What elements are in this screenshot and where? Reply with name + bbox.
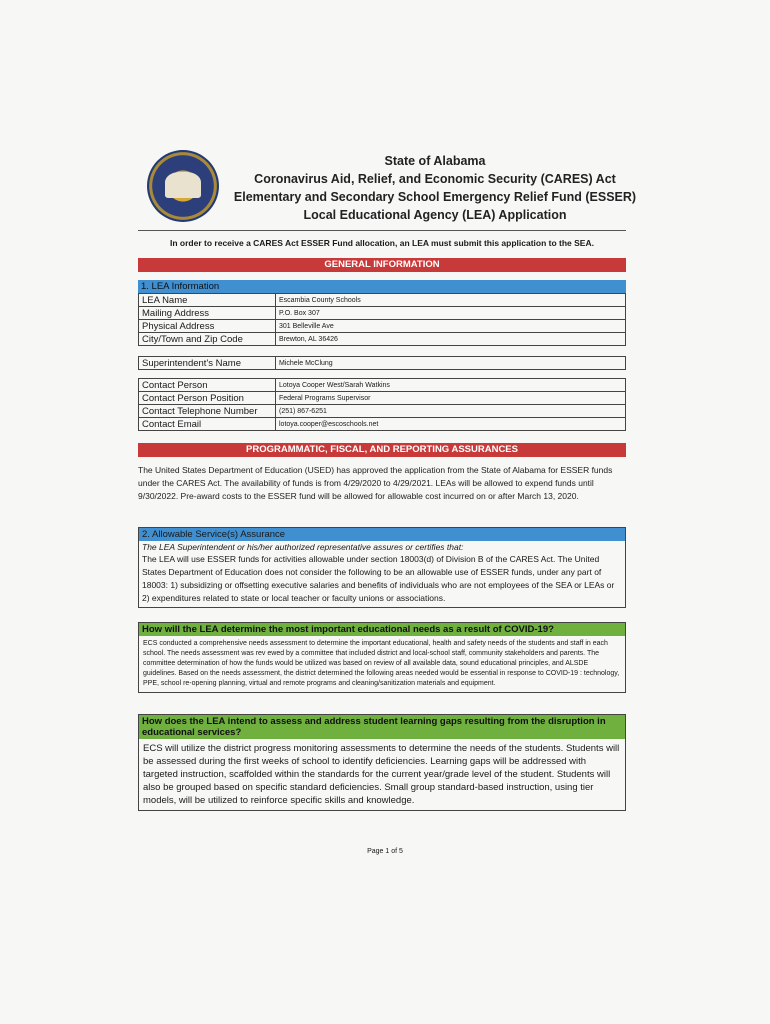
page-number: Page 1 of 5 [367, 848, 403, 855]
table-row [139, 405, 626, 418]
header-state: State of Alabama [384, 154, 486, 168]
contact-email-value: lotoya.cooper@escoschools.net [276, 418, 626, 431]
physical-address-label: Physical Address [139, 320, 276, 333]
header-application: Local Educational Agency (LEA) Application [303, 208, 567, 222]
contact-position-label: Contact Person Position [139, 392, 276, 405]
table-row [139, 320, 626, 333]
contact-table [138, 378, 626, 431]
header-rule [138, 230, 626, 231]
superintendent-table [138, 356, 626, 370]
answer-1: ECS conducted a comprehensive needs assessment to determine the important educational, health and safety needs of the students and staff in each school. The needs assessment was rev ewed by a committee that included district and local-school staff, community stakeholders and parents. The committee determination of how the funds would be utilized was based on review of all available data, sound educational principles, and ALSDE guidelines. Based on the needs assessment, the district determined the following areas needed would be essential in response to COVID-19 : technology, PPE, school re-opening planning, virtual and remote programs and cleaning/sanitization materials and equipment. [143, 640, 620, 687]
instruction-text: In order to receive a CARES Act ESSER Fund allocation, an LEA must submit this application to the SEA. [170, 238, 594, 248]
answer-2: ECS will utilize the district progress monitoring assessments to determine the needs of the students. Students will be assessed during the first weeks of school to identify deficiencies. Learning gaps will be addressed with targeted instruction, scaffolded within the standards for the current year/grade level of the student. Students will also be grouped based on specific standard deficiencies. Small group standard-based instruction, using tier models, will be utilized to reinforce specific skills and knowledge. [143, 743, 620, 806]
lea-info-table [138, 293, 626, 346]
assurances-intro: The United States Department of Education (USED) has approved the application from the State of Alabama for ESSER funds under the CARES Act. The availability of funds is from 4/29/2020 to 4/29/2021. LEAs will be allowed to expend funds until 9/30/2022. Pre-award costs to the ESSER fund will be allowed for allowable cost incurred on or after March 13, 2020. [138, 465, 613, 501]
question-box-1 [138, 622, 626, 693]
allowable-services-body: The LEA will use ESSER funds for activities allowable under section 18003(d) of Division B of the CARES Act. The United States Department of Education does not consider the following to be an allowable use of ESSER funds, under any part of 18003: 1) subsidizing or offsetting executive salaries and benefits of individuals who are not employees of the SEA or LEAs or 2) expenditures related to state or local teacher or faculty unions or associations. [142, 554, 615, 603]
state-seal-icon [147, 150, 219, 222]
lea-information-header: 1. LEA Information [138, 280, 626, 293]
header-fund: Elementary and Secondary School Emergency Relief Fund (ESSER) [233, 190, 637, 204]
mailing-address-label: Mailing Address [139, 307, 276, 320]
contact-person-label: Contact Person [139, 379, 276, 392]
allowable-services-box [138, 527, 626, 608]
table-row [139, 357, 626, 370]
question-1: How will the LEA determine the most important educational needs as a result of COVID-19? [139, 623, 625, 636]
contact-position-value: Federal Programs Supervisor [276, 392, 626, 405]
lea-name-label: LEA Name [139, 294, 276, 307]
header-act: Coronavirus Aid, Relief, and Economic Security (CARES) Act [254, 172, 616, 186]
assurances-bar: PROGRAMMATIC, FISCAL, AND REPORTING ASSURANCES [138, 443, 626, 457]
table-row [139, 333, 626, 346]
contact-phone-label: Contact Telephone Number [139, 405, 276, 418]
superintendent-label: Superintendent's Name [139, 357, 276, 370]
mailing-address-value: P.O. Box 307 [276, 307, 626, 320]
table-row [139, 294, 626, 307]
question-box-2 [138, 714, 626, 811]
lea-name-value: Escambia County Schools [276, 294, 626, 307]
table-row [139, 379, 626, 392]
question-2: How does the LEA intend to assess and address student learning gaps resulting from the disruption in educational services? [139, 715, 625, 739]
contact-email-label: Contact Email [139, 418, 276, 431]
superintendent-value: Michele McClung [276, 357, 626, 370]
city-zip-label: City/Town and Zip Code [139, 333, 276, 346]
contact-person-value: Lotoya Cooper West/Sarah Watkins [276, 379, 626, 392]
contact-phone-value: (251) 867-6251 [276, 405, 626, 418]
general-information-bar: GENERAL INFORMATION [138, 258, 626, 272]
certify-text: The LEA Superintendent or his/her authorized representative assures or certifies that: [142, 542, 464, 552]
table-row [139, 418, 626, 431]
physical-address-value: 301 Belleville Ave [276, 320, 626, 333]
city-zip-value: Brewton, AL 36426 [276, 333, 626, 346]
allowable-services-header: 2. Allowable Service(s) Assurance [139, 528, 625, 541]
table-row [139, 307, 626, 320]
table-row [139, 392, 626, 405]
